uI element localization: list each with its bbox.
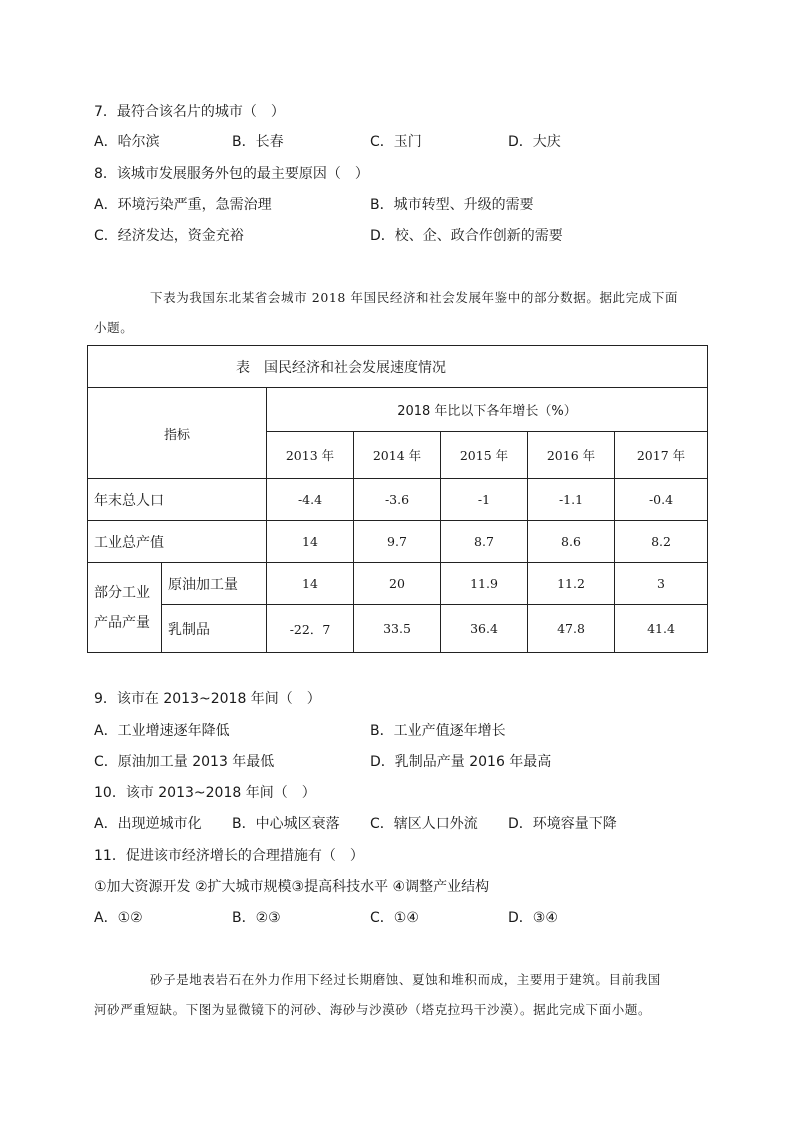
q9-option-b: B．工业产值逐年增长: [370, 723, 506, 739]
table-cell: 14: [267, 563, 354, 605]
row-label: 乳制品: [162, 605, 267, 653]
year-header: 2014 年: [354, 432, 441, 479]
table-cell: 11.2: [528, 563, 615, 605]
table-cell: 33.5: [354, 605, 441, 653]
table-title: 表 国民经济和社会发展速度情况: [88, 346, 708, 388]
q10-option-d: D．环境容量下降: [508, 816, 617, 832]
table-cell: 3: [615, 563, 708, 605]
q11-stem: 11．促进该市经济增长的合理措施有（ ）: [94, 848, 364, 864]
table-cell: 20: [354, 563, 441, 605]
row-label: 年末总人口: [88, 479, 267, 521]
row-label: 原油加工量: [162, 563, 267, 605]
growth-header: 2018 年比以下各年增长（%）: [267, 388, 708, 432]
intro-1-line-2: 小题。: [94, 320, 134, 335]
table-cell: 14: [267, 521, 354, 563]
group-label: [88, 563, 162, 653]
table-row: [88, 563, 708, 605]
year-header: 2017 年: [615, 432, 708, 479]
q11-items: ①加大资源开发 ②扩大城市规模③提高科技水平 ④调整产业结构: [94, 879, 490, 895]
q9-option-a: A．工业增速逐年降低: [94, 723, 230, 739]
q8-option-b: B．城市转型、升级的需要: [370, 197, 534, 213]
q9-option-d: D．乳制品产量 2016 年最高: [370, 754, 552, 770]
q11-option-d: D．③④: [508, 910, 558, 926]
table-cell: 9.7: [354, 521, 441, 563]
table-cell: 8.6: [528, 521, 615, 563]
indicator-header: 指标: [88, 388, 267, 479]
q8-option-c: C．经济发达，资金充裕: [94, 228, 244, 244]
q11-option-c: C．①④: [370, 910, 419, 926]
q7-option-a: A．哈尔滨: [94, 134, 160, 150]
q10-stem: 10．该市 2013~2018 年间（ ）: [94, 785, 316, 801]
year-header: 2013 年: [267, 432, 354, 479]
table-cell: 8.2: [615, 521, 708, 563]
table-cell: -3.6: [354, 479, 441, 521]
intro-paragraph-1: [94, 288, 700, 338]
table-row: [88, 521, 708, 563]
table-cell: -1: [441, 479, 528, 521]
q10-option-b: B．中心城区衰落: [232, 816, 340, 832]
q8-stem: 8．该城市发展服务外包的最主要原因（ ）: [94, 166, 369, 182]
table-cell: 8.7: [441, 521, 528, 563]
q10-option-a: A．出现逆城市化: [94, 816, 202, 832]
row-label: 工业总产值: [88, 521, 267, 563]
q11-option-a: A．①②: [94, 910, 143, 926]
table-cell: 36.4: [441, 605, 528, 653]
q9-stem: 9．该市在 2013~2018 年间（ ）: [94, 691, 321, 707]
table-cell: -0.4: [615, 479, 708, 521]
intro-1-line-1: 下表为我国东北某省会城市 2018 年国民经济和社会发展年鉴中的部分数据。据此完成下面: [150, 290, 679, 305]
q8-option-a: A．环境污染严重，急需治理: [94, 197, 272, 213]
year-header: 2016 年: [528, 432, 615, 479]
table-cell: -22．7: [267, 605, 354, 653]
table-cell: -1.1: [528, 479, 615, 521]
q7-stem: 7．最符合该名片的城市（ ）: [94, 104, 285, 120]
intro-paragraph-2: [94, 970, 700, 1020]
q8-option-d: D．校、企、政合作创新的需要: [370, 228, 563, 244]
q7-option-c: C．玉门: [370, 134, 422, 150]
intro-2-line-1: 砂子是地表岩石在外力作用下经过长期磨蚀、夏蚀和堆积而成，主要用于建筑。目前我国: [150, 972, 661, 987]
table-cell: 11.9: [441, 563, 528, 605]
q7-option-d: D．大庆: [508, 134, 561, 150]
table-row: [88, 605, 708, 653]
q11-option-b: B．②③: [232, 910, 281, 926]
table-cell: 41.4: [615, 605, 708, 653]
q10-option-c: C．辖区人口外流: [370, 816, 478, 832]
table-cell: -4.4: [267, 479, 354, 521]
q7-option-b: B．长春: [232, 134, 284, 150]
intro-2-line-2: 河砂严重短缺。下图为显微镜下的河砂、海砂与沙漠砂（塔克拉玛干沙漠）。据此完成下面小题。: [94, 1002, 652, 1017]
q9-option-c: C．原油加工量 2013 年最低: [94, 754, 275, 770]
table-row: [88, 479, 708, 521]
group-label-line-2: 产品产量: [94, 614, 150, 631]
year-header: 2015 年: [441, 432, 528, 479]
group-label-line-1: 部分工业: [94, 584, 150, 601]
table-cell: 47.8: [528, 605, 615, 653]
development-table: [87, 345, 708, 653]
